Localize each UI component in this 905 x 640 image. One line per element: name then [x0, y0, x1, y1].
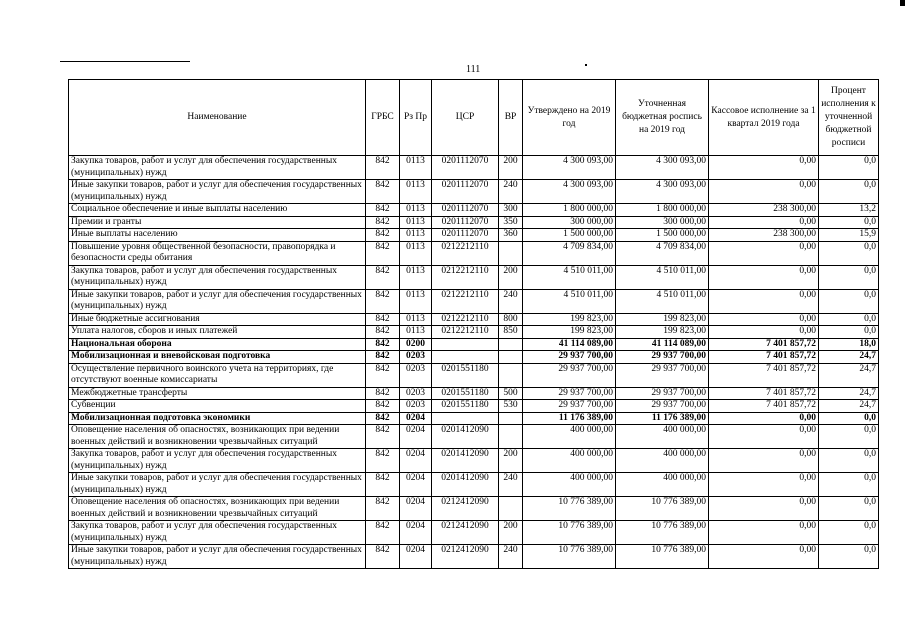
cell-revised: 4 300 093,00: [616, 180, 709, 204]
cell-cash: 0,00: [709, 473, 819, 497]
cell-vr: 200: [499, 449, 523, 473]
cell-vr: 500: [499, 387, 523, 400]
cell-csr: 0201112070: [432, 204, 499, 217]
cell-grbs: 842: [366, 229, 400, 242]
cell-percent: 0,0: [819, 473, 879, 497]
cell-percent: 0,0: [819, 521, 879, 545]
cell-rz-pr: 0200: [400, 338, 432, 351]
cell-rz-pr: 0113: [400, 241, 432, 265]
cell-grbs: 842: [366, 425, 400, 449]
cell-revised: 199 823,00: [616, 326, 709, 339]
table-row: [69, 289, 879, 313]
cell-approved: 11 176 389,00: [523, 412, 616, 425]
table-row: [69, 265, 879, 289]
budget-table: [68, 79, 879, 569]
cell-csr: 0201551180: [432, 400, 499, 413]
cell-cash: 7 401 857,72: [709, 338, 819, 351]
cell-csr: 0212212110: [432, 326, 499, 339]
cell-approved: 400 000,00: [523, 473, 616, 497]
cell-percent: 24,7: [819, 387, 879, 400]
cell-approved: 4 510 011,00: [523, 289, 616, 313]
cell-cash: 0,00: [709, 241, 819, 265]
page-number: 111: [466, 64, 481, 75]
cell-percent: 0,0: [819, 449, 879, 473]
cell-vr: 850: [499, 326, 523, 339]
cell-rz-pr: 0113: [400, 180, 432, 204]
cell-approved: 300 000,00: [523, 216, 616, 229]
cell-grbs: 842: [366, 473, 400, 497]
table-row: [69, 216, 879, 229]
table-row: [69, 363, 879, 387]
cell-approved: 199 823,00: [523, 326, 616, 339]
cell-grbs: 842: [366, 545, 400, 569]
header-grbs: ГРБС: [366, 80, 400, 156]
cell-percent: 0,0: [819, 216, 879, 229]
cell-percent: 15,9: [819, 229, 879, 242]
cell-vr: 360: [499, 229, 523, 242]
table-row: [69, 351, 879, 364]
cell-name: Мобилизационная подготовка экономики: [69, 412, 366, 425]
cell-grbs: 842: [366, 313, 400, 326]
cell-vr: 530: [499, 400, 523, 413]
cell-vr: 240: [499, 289, 523, 313]
table-row: [69, 241, 879, 265]
cell-name: Оповещение населения об опасностях, возникающих при ведении военных действий и возникновении чрезвычайных ситуаций: [69, 425, 366, 449]
cell-vr: 200: [499, 265, 523, 289]
cell-percent: 0,0: [819, 545, 879, 569]
cell-percent: 0,0: [819, 326, 879, 339]
cell-percent: 13,2: [819, 204, 879, 217]
cell-revised: 400 000,00: [616, 449, 709, 473]
cell-name: Мобилизационная и вневойсковая подготовка: [69, 351, 366, 364]
cell-approved: 4 709 834,00: [523, 241, 616, 265]
cell-grbs: 842: [366, 449, 400, 473]
cell-name: Социальное обеспечение и иные выплаты населению: [69, 204, 366, 217]
cell-revised: 11 176 389,00: [616, 412, 709, 425]
cell-csr: 0201112070: [432, 216, 499, 229]
cell-rz-pr: 0203: [400, 351, 432, 364]
cell-name: Закупка товаров, работ и услуг для обеспечения государственных (муниципальных) нужд: [69, 156, 366, 180]
header-approved: Утверждено на 2019 год: [523, 80, 616, 156]
cell-grbs: 842: [366, 363, 400, 387]
table-row: [69, 521, 879, 545]
table-row: [69, 338, 879, 351]
cell-csr: [432, 351, 499, 364]
cell-approved: 29 937 700,00: [523, 387, 616, 400]
cell-percent: 0,0: [819, 497, 879, 521]
cell-approved: 29 937 700,00: [523, 351, 616, 364]
cell-csr: 0212412090: [432, 497, 499, 521]
cell-vr: 800: [499, 313, 523, 326]
header-rule: [60, 61, 190, 62]
cell-approved: 29 937 700,00: [523, 400, 616, 413]
header-vr: ВР: [499, 80, 523, 156]
cell-rz-pr: 0204: [400, 497, 432, 521]
cell-rz-pr: 0113: [400, 326, 432, 339]
cell-revised: 41 114 089,00: [616, 338, 709, 351]
cell-revised: 400 000,00: [616, 473, 709, 497]
cell-vr: 240: [499, 545, 523, 569]
cell-rz-pr: 0113: [400, 265, 432, 289]
cell-csr: 0201412090: [432, 449, 499, 473]
table-row: [69, 313, 879, 326]
cell-name: Иные закупки товаров, работ и услуг для обеспечения государственных (муниципальных) нужд: [69, 289, 366, 313]
cell-percent: 0,0: [819, 289, 879, 313]
scan-speck: [585, 64, 587, 66]
cell-csr: 0201112070: [432, 229, 499, 242]
cell-percent: 0,0: [819, 156, 879, 180]
cell-revised: 4 709 834,00: [616, 241, 709, 265]
cell-grbs: 842: [366, 180, 400, 204]
cell-approved: 400 000,00: [523, 449, 616, 473]
cell-rz-pr: 0204: [400, 473, 432, 497]
cell-cash: 0,00: [709, 180, 819, 204]
cell-csr: 0212212110: [432, 313, 499, 326]
cell-revised: 300 000,00: [616, 216, 709, 229]
cell-vr: [499, 412, 523, 425]
cell-csr: 0212412090: [432, 521, 499, 545]
table-row: [69, 473, 879, 497]
cell-revised: 1 800 000,00: [616, 204, 709, 217]
cell-percent: 24,7: [819, 400, 879, 413]
cell-revised: 4 510 011,00: [616, 265, 709, 289]
cell-percent: 0,0: [819, 412, 879, 425]
table-row: [69, 412, 879, 425]
cell-name: Иные закупки товаров, работ и услуг для обеспечения государственных (муниципальных) нужд: [69, 180, 366, 204]
cell-csr: 0201112070: [432, 180, 499, 204]
cell-csr: [432, 412, 499, 425]
table-row: [69, 326, 879, 339]
cell-name: Повышение уровня общественной безопасности, правопорядка и безопасности среды обитания: [69, 241, 366, 265]
cell-csr: 0201112070: [432, 156, 499, 180]
cell-cash: 238 300,00: [709, 229, 819, 242]
cell-csr: 0212412090: [432, 545, 499, 569]
cell-approved: 4 300 093,00: [523, 180, 616, 204]
cell-cash: 0,00: [709, 545, 819, 569]
header-percent: Процент исполнения к уточненной бюджетной росписи: [819, 80, 879, 156]
cell-csr: 0201551180: [432, 363, 499, 387]
cell-percent: 0,0: [819, 241, 879, 265]
cell-cash: 7 401 857,72: [709, 387, 819, 400]
table-row: [69, 400, 879, 413]
cell-approved: 400 000,00: [523, 425, 616, 449]
cell-vr: [499, 363, 523, 387]
cell-percent: 0,0: [819, 180, 879, 204]
cell-grbs: 842: [366, 338, 400, 351]
cell-csr: 0212212110: [432, 241, 499, 265]
cell-grbs: 842: [366, 412, 400, 425]
cell-name: Осуществление первичного воинского учета на территориях, где отсутствуют военные комиссариаты: [69, 363, 366, 387]
cell-rz-pr: 0204: [400, 521, 432, 545]
cell-percent: 0,0: [819, 425, 879, 449]
cell-name: Иные выплаты населению: [69, 229, 366, 242]
cell-revised: 29 937 700,00: [616, 400, 709, 413]
cell-name: Оповещение населения об опасностях, возникающих при ведении военных действий и возникновении чрезвычайных ситуаций: [69, 497, 366, 521]
cell-vr: 350: [499, 216, 523, 229]
table-row: [69, 387, 879, 400]
cell-grbs: 842: [366, 156, 400, 180]
cell-grbs: 842: [366, 387, 400, 400]
cell-approved: 4 300 093,00: [523, 156, 616, 180]
cell-vr: 300: [499, 204, 523, 217]
header-rz-pr: Рз Пр: [400, 80, 432, 156]
cell-cash: 0,00: [709, 412, 819, 425]
cell-cash: 0,00: [709, 313, 819, 326]
cell-revised: 29 937 700,00: [616, 351, 709, 364]
table-row: [69, 229, 879, 242]
scan-corner-mark: [900, 0, 905, 6]
cell-grbs: 842: [366, 351, 400, 364]
table-row: [69, 497, 879, 521]
cell-csr: 0212212110: [432, 289, 499, 313]
table-row: [69, 204, 879, 217]
cell-name: Премии и гранты: [69, 216, 366, 229]
cell-rz-pr: 0204: [400, 449, 432, 473]
header-csr: ЦСР: [432, 80, 499, 156]
cell-csr: [432, 338, 499, 351]
table-row: [69, 425, 879, 449]
cell-rz-pr: 0204: [400, 545, 432, 569]
cell-cash: 0,00: [709, 326, 819, 339]
cell-vr: [499, 425, 523, 449]
header-revised: Уточненная бюджетная роспись на 2019 год: [616, 80, 709, 156]
cell-cash: 0,00: [709, 425, 819, 449]
cell-cash: 0,00: [709, 265, 819, 289]
cell-name: Иные закупки товаров, работ и услуг для обеспечения государственных (муниципальных) нужд: [69, 473, 366, 497]
cell-rz-pr: 0204: [400, 425, 432, 449]
cell-revised: 29 937 700,00: [616, 363, 709, 387]
cell-cash: 7 401 857,72: [709, 363, 819, 387]
cell-percent: 18,0: [819, 338, 879, 351]
cell-csr: 0201412090: [432, 425, 499, 449]
cell-vr: [499, 351, 523, 364]
table-header-row: [69, 80, 879, 156]
header-name: Наименование: [69, 80, 366, 156]
cell-cash: 238 300,00: [709, 204, 819, 217]
cell-revised: 199 823,00: [616, 313, 709, 326]
cell-revised: 4 300 093,00: [616, 156, 709, 180]
cell-cash: 0,00: [709, 449, 819, 473]
cell-rz-pr: 0113: [400, 313, 432, 326]
header-cash: Кассовое исполнение за 1 квартал 2019 года: [709, 80, 819, 156]
cell-grbs: 842: [366, 521, 400, 545]
table-row: [69, 449, 879, 473]
table-row: [69, 545, 879, 569]
cell-cash: 0,00: [709, 521, 819, 545]
cell-rz-pr: 0113: [400, 216, 432, 229]
cell-percent: 0,0: [819, 313, 879, 326]
cell-grbs: 842: [366, 265, 400, 289]
cell-percent: 24,7: [819, 363, 879, 387]
cell-cash: 0,00: [709, 216, 819, 229]
cell-cash: 0,00: [709, 497, 819, 521]
table-row: [69, 180, 879, 204]
cell-revised: 400 000,00: [616, 425, 709, 449]
cell-name: Национальная оборона: [69, 338, 366, 351]
cell-revised: 4 510 011,00: [616, 289, 709, 313]
cell-vr: 200: [499, 521, 523, 545]
table-row: [69, 156, 879, 180]
cell-name: Уплата налогов, сборов и иных платежей: [69, 326, 366, 339]
cell-approved: 199 823,00: [523, 313, 616, 326]
cell-rz-pr: 0113: [400, 156, 432, 180]
cell-csr: 0201551180: [432, 387, 499, 400]
cell-vr: 240: [499, 473, 523, 497]
cell-grbs: 842: [366, 216, 400, 229]
cell-revised: 10 776 389,00: [616, 521, 709, 545]
cell-approved: 1 500 000,00: [523, 229, 616, 242]
cell-rz-pr: 0113: [400, 229, 432, 242]
cell-approved: 41 114 089,00: [523, 338, 616, 351]
cell-cash: 0,00: [709, 289, 819, 313]
cell-grbs: 842: [366, 204, 400, 217]
cell-name: Закупка товаров, работ и услуг для обеспечения государственных (муниципальных) нужд: [69, 521, 366, 545]
cell-csr: 0212212110: [432, 265, 499, 289]
cell-approved: 4 510 011,00: [523, 265, 616, 289]
cell-grbs: 842: [366, 241, 400, 265]
cell-revised: 10 776 389,00: [616, 545, 709, 569]
cell-percent: 0,0: [819, 265, 879, 289]
cell-rz-pr: 0204: [400, 412, 432, 425]
cell-name: Субвенции: [69, 400, 366, 413]
cell-cash: 0,00: [709, 156, 819, 180]
cell-rz-pr: 0203: [400, 363, 432, 387]
cell-name: Закупка товаров, работ и услуг для обеспечения государственных (муниципальных) нужд: [69, 449, 366, 473]
cell-vr: [499, 497, 523, 521]
cell-vr: [499, 338, 523, 351]
cell-revised: 10 776 389,00: [616, 497, 709, 521]
cell-vr: [499, 241, 523, 265]
cell-rz-pr: 0203: [400, 400, 432, 413]
cell-rz-pr: 0113: [400, 204, 432, 217]
cell-approved: 10 776 389,00: [523, 521, 616, 545]
cell-grbs: 842: [366, 326, 400, 339]
cell-name: Иные бюджетные ассигнования: [69, 313, 366, 326]
cell-name: Иные закупки товаров, работ и услуг для обеспечения государственных (муниципальных) нужд: [69, 545, 366, 569]
cell-name: Межбюджетные трансферты: [69, 387, 366, 400]
cell-approved: 1 800 000,00: [523, 204, 616, 217]
cell-approved: 10 776 389,00: [523, 497, 616, 521]
cell-csr: 0201412090: [432, 473, 499, 497]
cell-approved: 10 776 389,00: [523, 545, 616, 569]
cell-approved: 29 937 700,00: [523, 363, 616, 387]
cell-percent: 24,7: [819, 351, 879, 364]
cell-revised: 1 500 000,00: [616, 229, 709, 242]
cell-cash: 7 401 857,72: [709, 400, 819, 413]
cell-revised: 29 937 700,00: [616, 387, 709, 400]
cell-vr: 200: [499, 156, 523, 180]
cell-rz-pr: 0203: [400, 387, 432, 400]
cell-grbs: 842: [366, 497, 400, 521]
cell-rz-pr: 0113: [400, 289, 432, 313]
cell-vr: 240: [499, 180, 523, 204]
cell-name: Закупка товаров, работ и услуг для обеспечения государственных (муниципальных) нужд: [69, 265, 366, 289]
cell-cash: 7 401 857,72: [709, 351, 819, 364]
cell-grbs: 842: [366, 400, 400, 413]
cell-grbs: 842: [366, 289, 400, 313]
